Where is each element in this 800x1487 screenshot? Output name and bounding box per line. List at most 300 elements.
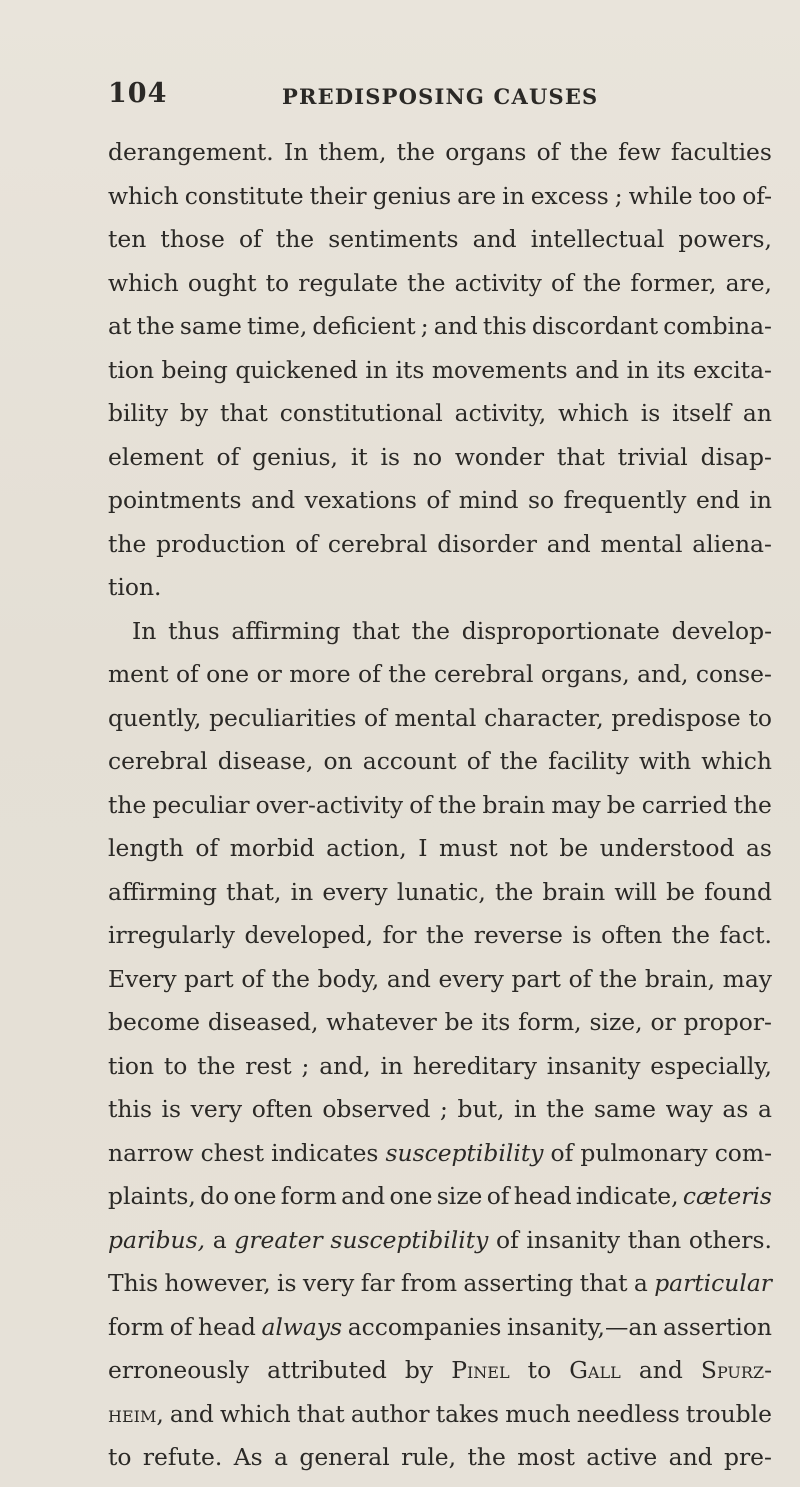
word: observed <box>322 1095 431 1123</box>
word: faculties <box>670 138 772 166</box>
word: few <box>618 138 661 166</box>
word: trivial <box>617 442 688 471</box>
word: susceptibility <box>330 1225 489 1254</box>
word: and <box>575 355 620 384</box>
word: This <box>108 1269 159 1297</box>
word: ought <box>187 268 257 297</box>
word: the <box>407 268 446 297</box>
word: its <box>656 355 686 384</box>
word: in <box>290 877 314 906</box>
text-line <box>108 1095 772 1139</box>
word: constitutional <box>279 399 443 427</box>
word: the <box>467 1443 506 1471</box>
word: be <box>559 834 589 862</box>
word: cerebral <box>433 660 534 688</box>
word: greater <box>234 1225 323 1254</box>
word: derangement. <box>108 138 274 166</box>
word: Gall <box>569 1356 621 1384</box>
word: erroneously <box>108 1356 250 1384</box>
text-line <box>108 1400 772 1444</box>
word: peculiarities <box>209 703 357 732</box>
text-line <box>108 704 772 748</box>
word: that <box>352 616 400 645</box>
word: organs, <box>540 660 630 688</box>
word: the <box>582 268 622 297</box>
running-title: PREDISPOSING CAUSES <box>282 84 599 109</box>
word: or <box>256 660 282 688</box>
word: as <box>722 1095 749 1123</box>
word: ; <box>440 1095 448 1123</box>
word: refute. <box>142 1443 223 1471</box>
word: discordant <box>531 312 659 340</box>
word: quently, <box>108 703 202 732</box>
word: to <box>108 1443 132 1471</box>
word: so <box>527 486 555 514</box>
word: constitute <box>184 181 304 210</box>
word: ; <box>301 1051 310 1080</box>
word: and <box>668 1443 713 1471</box>
word: more <box>289 660 351 688</box>
page-number: 104 <box>108 78 168 109</box>
word: must <box>439 834 498 862</box>
word: production <box>156 529 286 558</box>
word: the <box>499 747 538 775</box>
word: the <box>598 964 638 993</box>
word: frequently <box>563 486 687 514</box>
word: genius <box>372 181 452 210</box>
word: very <box>302 1269 355 1297</box>
text-line <box>108 573 772 617</box>
word: be <box>606 790 636 819</box>
page-header <box>0 78 800 118</box>
word: activity <box>454 268 542 297</box>
word: takes <box>435 1399 500 1428</box>
word: in <box>514 1095 537 1123</box>
word: is <box>277 1269 297 1297</box>
text-line <box>108 1052 772 1096</box>
word: length <box>108 834 184 862</box>
word: most <box>517 1443 575 1471</box>
word: of <box>486 1182 510 1210</box>
word: character, <box>484 703 604 732</box>
word: with <box>639 747 692 775</box>
word: for <box>382 921 417 949</box>
word: be <box>666 877 695 906</box>
word: Spurz- <box>700 1356 772 1384</box>
word: combina- <box>663 312 772 340</box>
word: much <box>505 1399 571 1428</box>
word: the <box>271 964 311 993</box>
word: general <box>299 1443 390 1471</box>
word: trouble <box>685 1399 772 1428</box>
word: pulmonary <box>580 1138 708 1167</box>
word: are, <box>725 268 772 297</box>
word: In <box>132 616 157 645</box>
word: carried <box>641 790 728 819</box>
word: this <box>482 312 527 340</box>
word: it <box>350 442 368 471</box>
word: quickened <box>235 355 358 384</box>
word: that <box>296 1399 345 1428</box>
text-line <box>108 443 772 487</box>
word: same <box>594 1095 657 1123</box>
word: fact. <box>719 921 772 949</box>
word: that <box>556 442 605 471</box>
word: of <box>466 747 490 775</box>
word: brain <box>542 877 606 906</box>
word: the <box>671 921 710 949</box>
text-line <box>108 1313 772 1357</box>
text-line <box>108 921 772 965</box>
word: tion <box>108 355 155 384</box>
word: in <box>502 181 525 210</box>
word: is <box>572 921 592 949</box>
text-line <box>108 617 772 661</box>
word: and <box>251 486 296 514</box>
word: disease, <box>217 747 314 775</box>
word: pointments <box>108 486 242 514</box>
word: active <box>586 1443 658 1471</box>
text-line <box>108 182 772 226</box>
word: ment <box>108 660 169 688</box>
word: too <box>698 181 737 210</box>
word: the <box>275 225 315 253</box>
word: asserting <box>463 1269 574 1297</box>
word: rule, <box>401 1443 457 1471</box>
word: head <box>513 1182 572 1210</box>
word: facility <box>548 747 629 775</box>
word: the <box>108 529 147 558</box>
word: than <box>627 1225 682 1254</box>
word: the <box>396 138 435 166</box>
word: activity, <box>454 399 547 427</box>
word: that, <box>226 877 282 906</box>
word: and <box>341 1182 386 1210</box>
word: plaints, <box>108 1182 196 1210</box>
word: to <box>527 1356 552 1384</box>
word: mind <box>458 486 519 514</box>
text-line <box>108 356 772 400</box>
word: part <box>184 964 234 993</box>
word: hereditary <box>412 1051 537 1080</box>
word: which <box>558 399 629 427</box>
word: of <box>295 529 319 558</box>
text-line <box>108 791 772 835</box>
word: do <box>200 1182 230 1210</box>
word: cerebral <box>327 529 428 558</box>
word: of <box>550 1138 574 1167</box>
word: chest <box>200 1138 265 1167</box>
word: sentiments <box>328 225 459 253</box>
word: and <box>638 1356 683 1384</box>
word: heim, <box>108 1399 164 1428</box>
word: one <box>233 1182 277 1210</box>
text-line <box>108 486 772 530</box>
word: be <box>444 1008 474 1036</box>
word: excita- <box>693 355 772 384</box>
word: the <box>425 921 465 949</box>
word: irregularly <box>108 921 236 949</box>
word: one <box>389 1182 433 1210</box>
word: to <box>163 1051 188 1080</box>
word: of <box>241 964 265 993</box>
word: over-activity <box>255 790 404 819</box>
word: the <box>438 790 477 819</box>
word: narrow <box>108 1138 194 1167</box>
word: conse- <box>695 660 772 688</box>
word: an <box>742 399 772 427</box>
word: every <box>438 964 504 993</box>
word: by <box>404 1356 434 1384</box>
word: especially, <box>650 1051 772 1080</box>
word: them, <box>318 138 387 166</box>
word: the <box>569 138 608 166</box>
word: a <box>212 1225 227 1254</box>
word: understood <box>599 834 735 862</box>
word: cerebral <box>108 747 208 775</box>
word: morbid <box>229 834 315 862</box>
text-line <box>108 965 772 1009</box>
word: disproportionate <box>461 616 660 645</box>
word: size <box>436 1182 483 1210</box>
word: however, <box>164 1269 271 1297</box>
word: and, <box>319 1051 371 1080</box>
word: or <box>650 1008 676 1036</box>
word: being <box>161 355 228 384</box>
word: a <box>757 1095 772 1123</box>
word: which <box>220 1399 291 1428</box>
word: disap- <box>700 442 772 471</box>
word: often <box>251 1095 313 1123</box>
word: com- <box>714 1138 772 1167</box>
word: their <box>309 181 367 210</box>
word: the <box>388 660 427 688</box>
word: way <box>665 1095 713 1123</box>
word: no <box>412 442 443 471</box>
word: disorder <box>437 529 537 558</box>
word: organs <box>445 138 527 166</box>
word: of- <box>742 181 772 210</box>
word: while <box>628 181 693 210</box>
word: of <box>568 964 592 993</box>
word: far <box>360 1269 395 1297</box>
word: in <box>380 1051 403 1080</box>
word: Pinel <box>451 1356 510 1384</box>
word: needless <box>576 1399 680 1428</box>
word: and, <box>637 660 689 688</box>
word: insanity <box>546 1051 641 1080</box>
text-line <box>108 747 772 791</box>
word: and <box>472 225 517 253</box>
word: powers, <box>678 225 772 253</box>
word: assertion <box>662 1312 772 1341</box>
word: this <box>108 1095 152 1123</box>
text-line <box>108 312 772 356</box>
word: every <box>322 877 388 906</box>
word: of <box>536 138 560 166</box>
word: particular <box>654 1269 772 1297</box>
word: aliena- <box>692 529 772 558</box>
word: whatever <box>326 1008 437 1036</box>
word: which <box>108 268 179 297</box>
word: I <box>418 834 428 862</box>
word: deficient <box>312 312 416 340</box>
word: which <box>701 747 772 775</box>
body-text <box>108 138 772 1487</box>
word: brain <box>482 790 546 819</box>
word: of <box>551 268 574 297</box>
word: the <box>495 877 534 906</box>
text-line <box>108 1269 772 1313</box>
text-line <box>108 1182 772 1226</box>
word: and <box>169 1399 214 1428</box>
word: form <box>280 1182 337 1210</box>
word: its <box>481 1008 511 1036</box>
word: of <box>216 442 240 471</box>
word: one <box>206 660 250 688</box>
word: cæteris <box>682 1182 772 1210</box>
word: of <box>409 790 432 819</box>
word: of <box>175 660 199 688</box>
word: found <box>704 877 772 906</box>
word: the <box>108 790 147 819</box>
word: as <box>745 834 772 862</box>
word: those <box>160 225 225 253</box>
word: mental <box>600 529 683 558</box>
word: by <box>179 399 209 427</box>
text-line <box>108 834 772 878</box>
word: is <box>161 1095 182 1123</box>
word: former, <box>630 268 717 297</box>
word: from <box>400 1269 458 1297</box>
text-line <box>108 878 772 922</box>
word: In <box>283 138 309 166</box>
word: itself <box>672 399 732 427</box>
text-line <box>108 138 772 182</box>
text-line <box>108 1443 772 1487</box>
word: on <box>323 747 353 775</box>
word: genius, <box>252 442 338 471</box>
word: action, <box>326 834 407 862</box>
word: ; <box>420 312 429 340</box>
word: insanity <box>526 1225 621 1254</box>
word: the <box>411 616 450 645</box>
word: head <box>198 1312 256 1341</box>
word: As <box>233 1443 263 1471</box>
word: brain, <box>644 964 716 993</box>
word: pre- <box>724 1443 772 1471</box>
word: the <box>136 312 175 340</box>
word: diseased, <box>207 1008 319 1036</box>
word: may <box>551 790 601 819</box>
text-line <box>108 225 772 269</box>
text-line <box>108 660 772 704</box>
word: develop- <box>671 616 772 645</box>
word: that <box>579 1269 628 1297</box>
word: is <box>380 442 401 471</box>
word: lunatic, <box>396 877 486 906</box>
word: but, <box>457 1095 505 1123</box>
word: bility <box>108 399 169 427</box>
word: propor- <box>683 1008 772 1036</box>
word: ten <box>108 225 147 253</box>
word: of <box>358 660 381 688</box>
word: attributed <box>267 1356 387 1384</box>
word: in <box>749 486 772 514</box>
word: of <box>495 1225 519 1254</box>
word: of <box>426 486 450 514</box>
word: always <box>261 1312 343 1341</box>
word: affirming <box>231 616 341 645</box>
word: and <box>433 312 478 340</box>
word: same <box>179 312 242 340</box>
text-line <box>108 269 772 313</box>
word: become <box>108 1008 201 1036</box>
word: account <box>362 747 457 775</box>
word: wonder <box>454 442 545 471</box>
word: time, <box>246 312 308 340</box>
word: insanity,—an <box>507 1312 658 1341</box>
word: its <box>395 355 425 384</box>
word: in <box>365 355 388 384</box>
word: of <box>195 834 219 862</box>
word: of <box>364 703 387 732</box>
word: susceptibility <box>385 1138 544 1167</box>
text-line <box>108 399 772 443</box>
word: size, <box>589 1008 643 1036</box>
text-line <box>108 1008 772 1052</box>
word: part <box>511 964 561 993</box>
word: often <box>601 921 663 949</box>
word: Every <box>108 964 177 993</box>
word: and <box>386 964 431 993</box>
word: mental <box>394 703 477 732</box>
word: tion <box>108 1051 155 1080</box>
word: developed, <box>244 921 374 949</box>
word: the <box>733 790 772 819</box>
word: element <box>108 442 204 471</box>
word: to <box>265 268 290 297</box>
word: form, <box>518 1008 582 1036</box>
word: thus <box>168 616 220 645</box>
word: vexations <box>304 486 417 514</box>
word: ; <box>614 181 623 210</box>
word: indicate, <box>575 1182 679 1210</box>
word: reverse <box>473 921 563 949</box>
word: others. <box>688 1225 772 1254</box>
word: body, <box>317 964 380 993</box>
word: and <box>546 529 591 558</box>
word: peculiar <box>152 790 250 819</box>
word: of <box>238 225 262 253</box>
word: the <box>197 1051 236 1080</box>
word: in <box>626 355 650 384</box>
word: the <box>546 1095 585 1123</box>
word: not <box>509 834 548 862</box>
text-line <box>108 1139 772 1183</box>
word: to <box>748 703 772 732</box>
word: are <box>457 181 497 210</box>
word: which <box>108 181 179 210</box>
word: author <box>350 1399 430 1428</box>
word: end <box>695 486 740 514</box>
word: very <box>190 1095 243 1123</box>
word: regulate <box>298 268 399 297</box>
text-line <box>108 1356 772 1400</box>
word: excess <box>530 181 609 210</box>
word: a <box>274 1443 288 1471</box>
text-line <box>108 1226 772 1270</box>
